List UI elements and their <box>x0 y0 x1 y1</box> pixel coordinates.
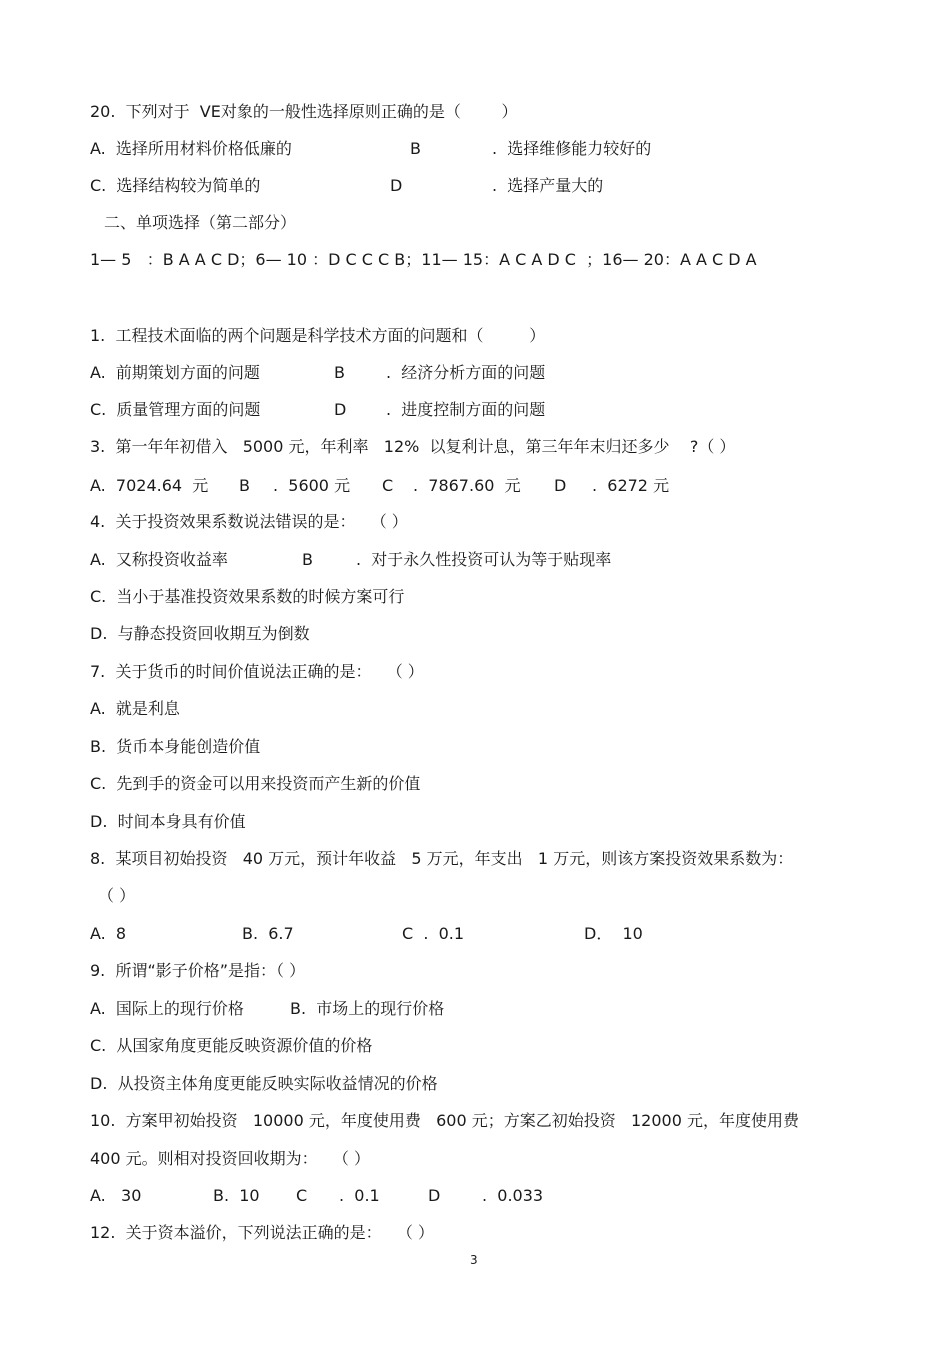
text-segment: . 0.1 <box>339 1186 380 1205</box>
text-segment: 7. 关于货币的时间价值说法正确的是： （ ） <box>90 662 424 681</box>
text-segment: D <box>390 176 403 195</box>
text-segment: A. 国际上的现行价格 <box>90 999 244 1018</box>
text-line <box>0 398 950 422</box>
text-segment: 400 元。则相对投资回收期为： （ ） <box>90 1149 370 1168</box>
text-segment: B. 10 <box>213 1186 260 1205</box>
text-segment: 1. 工程技术面临的两个问题是科学技术方面的问题和（ ） <box>90 326 546 345</box>
text-line <box>0 810 950 834</box>
text-segment: D <box>554 476 567 495</box>
text-segment: 10. 方案甲初始投资 10000 元，年度使用费 600 元；方案乙初始投资 12000 元，年度使用费 <box>90 1111 799 1130</box>
text-segment: B <box>302 550 313 569</box>
text-line <box>0 1109 950 1133</box>
text-segment: C. 从国家角度更能反映资源价值的价格 <box>90 1036 373 1055</box>
text-segment: . 5600 元 <box>273 476 351 495</box>
text-segment: . 进度控制方面的问题 <box>386 400 546 419</box>
text-segment: A. 8 <box>90 924 127 943</box>
text-segment: 4. 关于投资效果系数说法错误的是： （ ） <box>90 512 408 531</box>
text-segment: B. 货币本身能创造价值 <box>90 737 261 756</box>
text-line <box>0 660 950 684</box>
text-line <box>0 735 950 759</box>
text-segment: D <box>334 400 347 419</box>
text-segment: B <box>239 476 250 495</box>
text-line <box>0 248 950 272</box>
text-segment: B. 6.7 <box>242 924 294 943</box>
text-segment: A. 选择所用材料价格低廉的 <box>90 139 292 158</box>
page-number: 3 <box>470 1253 478 1267</box>
text-segment: C <box>382 476 394 495</box>
text-segment: C . 0.1 <box>402 924 465 943</box>
text-segment: 3. 第一年年初借入 5000 元，年利率 12% 以复利计息，第三年年末归还多少 ?（ ） <box>90 437 736 456</box>
text-line <box>0 474 950 498</box>
text-segment: 9. 所谓“影子价格”是指：（ ） <box>90 961 306 980</box>
text-segment: D. 时间本身具有价值 <box>90 812 246 831</box>
text-segment: A. 就是利息 <box>90 699 180 718</box>
text-segment: 20. 下列对于 VE对象的一般性选择原则正确的是（ ） <box>90 102 518 121</box>
text-segment: . 选择产量大的 <box>492 176 604 195</box>
text-line <box>0 510 950 534</box>
text-segment: . 0.033 <box>482 1186 544 1205</box>
text-segment: B. 市场上的现行价格 <box>290 999 445 1018</box>
text-segment: 1— 5 ：B A A C D；6— 10 ：D C C C B；11— 15：A C A D C ；16— 20：A A C D A <box>90 250 757 269</box>
text-segment: （ ） <box>98 886 136 905</box>
text-line <box>0 1221 950 1245</box>
text-segment: C. 当小于基准投资效果系数的时候方案可行 <box>90 587 405 606</box>
text-line <box>0 211 950 235</box>
text-line <box>0 100 950 124</box>
text-line <box>0 324 950 348</box>
text-line <box>0 174 950 198</box>
text-segment: C. 选择结构较为简单的 <box>90 176 261 195</box>
text-line <box>0 1072 950 1096</box>
text-line <box>0 772 950 796</box>
text-segment: 8. 某项目初始投资 40 万元，预计年收益 5 万元，年支出 1 万元，则该方案投资效果系数为： <box>90 849 794 868</box>
text-line <box>0 884 950 908</box>
text-segment: A. 前期策划方面的问题 <box>90 363 260 382</box>
text-segment: . 对于永久性投资可认为等于贴现率 <box>356 550 612 569</box>
text-line <box>0 997 950 1021</box>
text-segment: B <box>410 139 421 158</box>
text-line <box>0 1184 950 1208</box>
text-segment: C. 先到手的资金可以用来投资而产生新的价值 <box>90 774 421 793</box>
text-segment: D. 与静态投资回收期互为倒数 <box>90 624 310 643</box>
text-line <box>0 435 950 459</box>
text-segment: A. 又称投资收益率 <box>90 550 228 569</box>
text-segment: . 选择维修能力较好的 <box>492 139 652 158</box>
text-line <box>0 1034 950 1058</box>
text-line <box>0 622 950 646</box>
text-line <box>0 1147 950 1171</box>
text-line <box>0 361 950 385</box>
text-line <box>0 697 950 721</box>
text-segment: C <box>296 1186 308 1205</box>
text-segment: . 经济分析方面的问题 <box>386 363 546 382</box>
text-segment: D <box>428 1186 441 1205</box>
text-segment: 二、单项选择（第二部分） <box>104 213 297 232</box>
text-line <box>0 959 950 983</box>
text-line <box>0 548 950 572</box>
text-segment: B <box>334 363 345 382</box>
text-segment: . 6272 元 <box>592 476 670 495</box>
text-segment: . 7867.60 元 <box>413 476 521 495</box>
text-segment: A. 7024.64 元 <box>90 476 209 495</box>
text-line <box>0 922 950 946</box>
text-segment: C. 质量管理方面的问题 <box>90 400 261 419</box>
text-line <box>0 585 950 609</box>
text-segment: A. 30 <box>90 1186 142 1205</box>
text-segment: D． 10 <box>584 924 643 943</box>
text-segment: 12. 关于资本溢价，下列说法正确的是： （ ） <box>90 1223 434 1242</box>
text-line <box>0 847 950 871</box>
text-segment: D. 从投资主体角度更能反映实际收益情况的价格 <box>90 1074 438 1093</box>
text-line <box>0 137 950 161</box>
